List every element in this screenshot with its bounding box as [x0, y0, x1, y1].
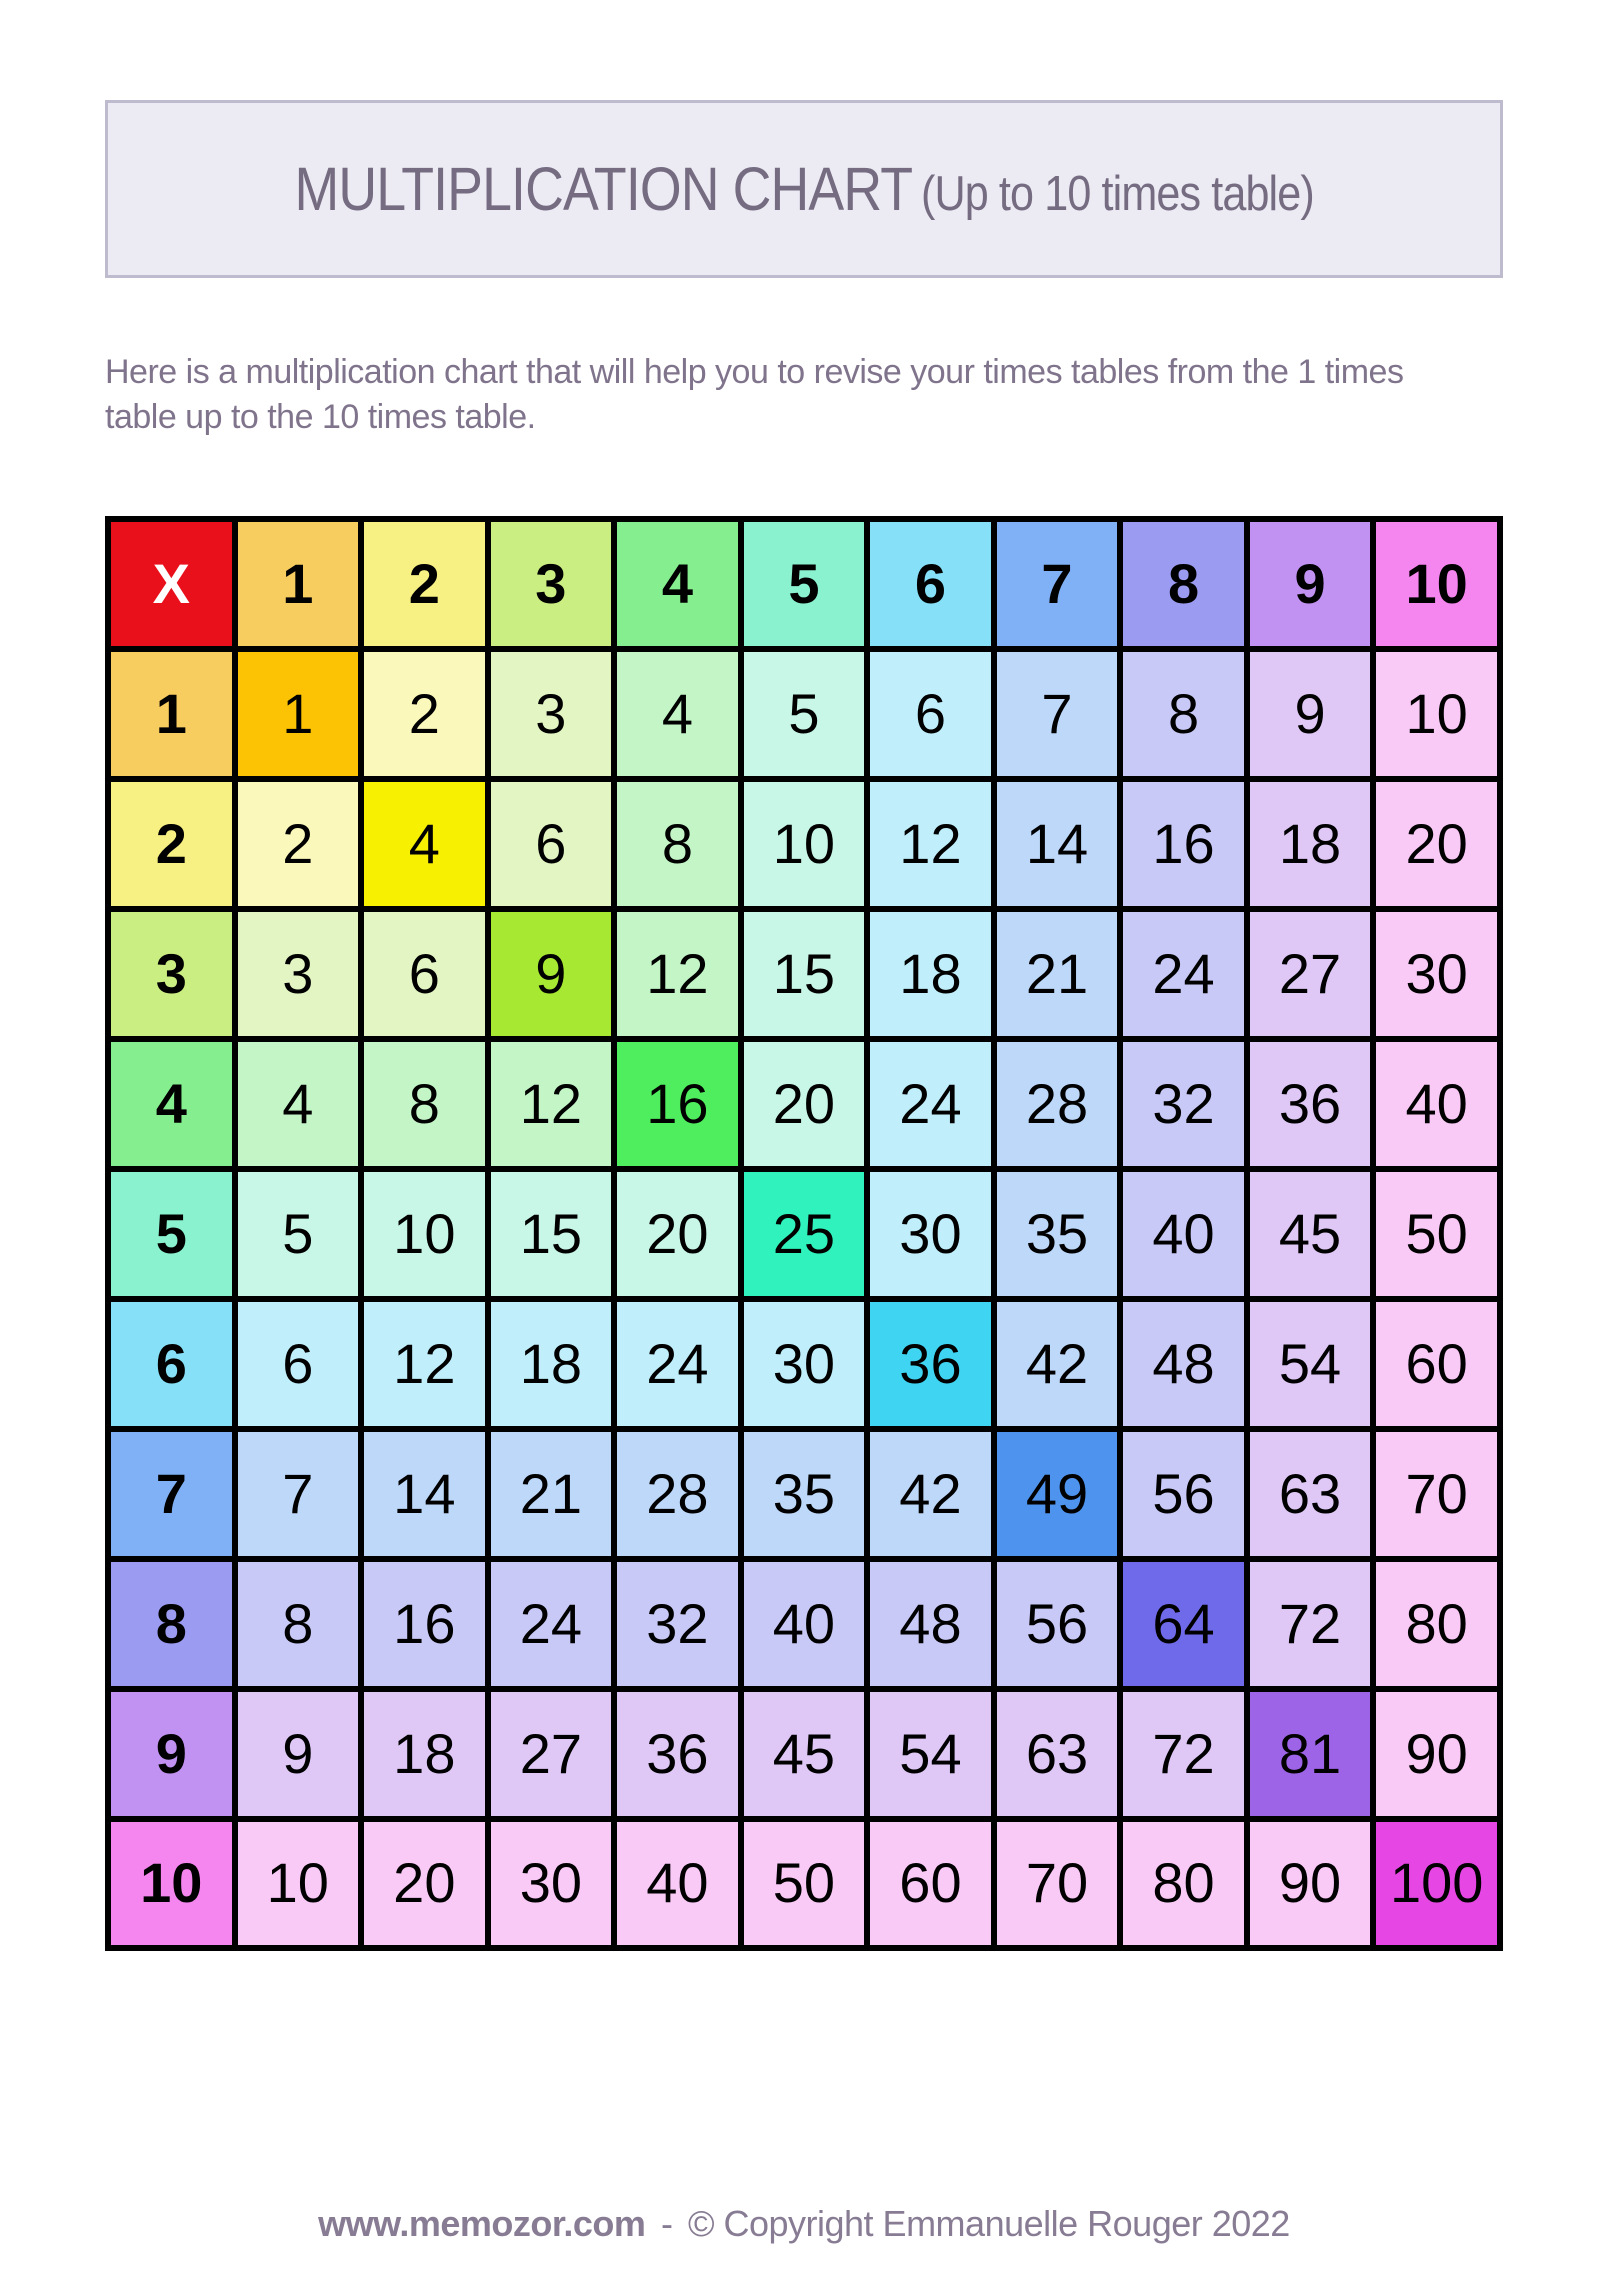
- cell-9x1: 9: [235, 1689, 362, 1819]
- row-header-10: 10: [108, 1819, 235, 1949]
- cell-3x10: 30: [1373, 909, 1500, 1039]
- multiplication-table: [105, 516, 1503, 1951]
- row-header-1: 1: [108, 649, 235, 779]
- footer-copyright: © Copyright Emmanuelle Rouger 2022: [687, 2203, 1290, 2245]
- cell-8x1: 8: [235, 1559, 362, 1689]
- cell-5x10: 50: [1373, 1169, 1500, 1299]
- cell-4x2: 8: [361, 1039, 488, 1169]
- cell-1x8: 8: [1120, 649, 1247, 779]
- cell-4x6: 24: [867, 1039, 994, 1169]
- cell-3x7: 21: [994, 909, 1121, 1039]
- table-row-2: [108, 779, 1500, 909]
- cell-3x2: 6: [361, 909, 488, 1039]
- cell-1x6: 6: [867, 649, 994, 779]
- content: [105, 0, 1503, 2287]
- cell-8x8: 64: [1120, 1559, 1247, 1689]
- cell-7x2: 14: [361, 1429, 488, 1559]
- cell-7x9: 63: [1247, 1429, 1374, 1559]
- header-row: [108, 519, 1500, 649]
- cell-6x8: 48: [1120, 1299, 1247, 1429]
- cell-2x2: 4: [361, 779, 488, 909]
- cell-6x10: 60: [1373, 1299, 1500, 1429]
- cell-6x1: 6: [235, 1299, 362, 1429]
- row-header-6: 6: [108, 1299, 235, 1429]
- cell-7x6: 42: [867, 1429, 994, 1559]
- col-header-9: 9: [1247, 519, 1374, 649]
- cell-7x1: 7: [235, 1429, 362, 1559]
- title-box: [105, 100, 1503, 278]
- corner-cell: X: [108, 519, 235, 649]
- cell-5x1: 5: [235, 1169, 362, 1299]
- cell-7x8: 56: [1120, 1429, 1247, 1559]
- cell-9x7: 63: [994, 1689, 1121, 1819]
- cell-10x7: 70: [994, 1819, 1121, 1949]
- row-header-9: 9: [108, 1689, 235, 1819]
- cell-1x2: 2: [361, 649, 488, 779]
- col-header-6: 6: [867, 519, 994, 649]
- cell-9x6: 54: [867, 1689, 994, 1819]
- cell-3x9: 27: [1247, 909, 1374, 1039]
- cell-10x9: 90: [1247, 1819, 1374, 1949]
- cell-5x4: 20: [614, 1169, 741, 1299]
- cell-4x1: 4: [235, 1039, 362, 1169]
- cell-7x7: 49: [994, 1429, 1121, 1559]
- cell-2x5: 10: [741, 779, 868, 909]
- cell-9x10: 90: [1373, 1689, 1500, 1819]
- cell-10x6: 60: [867, 1819, 994, 1949]
- table-row-1: [108, 649, 1500, 779]
- cell-2x6: 12: [867, 779, 994, 909]
- cell-2x10: 20: [1373, 779, 1500, 909]
- cell-10x2: 20: [361, 1819, 488, 1949]
- cell-4x9: 36: [1247, 1039, 1374, 1169]
- cell-10x5: 50: [741, 1819, 868, 1949]
- col-header-2: 2: [361, 519, 488, 649]
- cell-8x9: 72: [1247, 1559, 1374, 1689]
- table-row-5: [108, 1169, 1500, 1299]
- col-header-8: 8: [1120, 519, 1247, 649]
- cell-10x1: 10: [235, 1819, 362, 1949]
- col-header-1: 1: [235, 519, 362, 649]
- cell-4x8: 32: [1120, 1039, 1247, 1169]
- cell-2x1: 2: [235, 779, 362, 909]
- cell-5x2: 10: [361, 1169, 488, 1299]
- cell-4x3: 12: [488, 1039, 615, 1169]
- cell-10x8: 80: [1120, 1819, 1247, 1949]
- table-row-9: [108, 1689, 1500, 1819]
- cell-7x4: 28: [614, 1429, 741, 1559]
- footer-site-url: www.memozor.com: [318, 2203, 646, 2245]
- cell-1x3: 3: [488, 649, 615, 779]
- cell-5x7: 35: [994, 1169, 1121, 1299]
- cell-7x5: 35: [741, 1429, 868, 1559]
- row-header-7: 7: [108, 1429, 235, 1559]
- table-row-8: [108, 1559, 1500, 1689]
- row-header-5: 5: [108, 1169, 235, 1299]
- cell-3x5: 15: [741, 909, 868, 1039]
- col-header-5: 5: [741, 519, 868, 649]
- cell-3x8: 24: [1120, 909, 1247, 1039]
- description-text: Here is a multiplication chart that will help you to revise your times tables from the 1 times table up to the 10 times table.: [105, 353, 1404, 437]
- cell-4x4: 16: [614, 1039, 741, 1169]
- cell-8x3: 24: [488, 1559, 615, 1689]
- cell-4x5: 20: [741, 1039, 868, 1169]
- cell-3x1: 3: [235, 909, 362, 1039]
- cell-5x3: 15: [488, 1169, 615, 1299]
- cell-9x5: 45: [741, 1689, 868, 1819]
- cell-2x9: 18: [1247, 779, 1374, 909]
- cell-6x9: 54: [1247, 1299, 1374, 1429]
- cell-8x6: 48: [867, 1559, 994, 1689]
- row-header-4: 4: [108, 1039, 235, 1169]
- cell-1x4: 4: [614, 649, 741, 779]
- page-title: [294, 154, 1313, 224]
- cell-6x6: 36: [867, 1299, 994, 1429]
- table-row-4: [108, 1039, 1500, 1169]
- col-header-3: 3: [488, 519, 615, 649]
- cell-9x3: 27: [488, 1689, 615, 1819]
- footer: [105, 2203, 1503, 2287]
- row-header-8: 8: [108, 1559, 235, 1689]
- cell-8x7: 56: [994, 1559, 1121, 1689]
- cell-4x7: 28: [994, 1039, 1121, 1169]
- cell-6x2: 12: [361, 1299, 488, 1429]
- table-row-10: [108, 1819, 1500, 1949]
- cell-2x4: 8: [614, 779, 741, 909]
- cell-7x3: 21: [488, 1429, 615, 1559]
- cell-3x3: 9: [488, 909, 615, 1039]
- cell-10x3: 30: [488, 1819, 615, 1949]
- row-header-2: 2: [108, 779, 235, 909]
- cell-1x5: 5: [741, 649, 868, 779]
- cell-5x8: 40: [1120, 1169, 1247, 1299]
- cell-5x9: 45: [1247, 1169, 1374, 1299]
- cell-9x2: 18: [361, 1689, 488, 1819]
- row-header-3: 3: [108, 909, 235, 1039]
- table-row-7: [108, 1429, 1500, 1559]
- cell-10x10: 100: [1373, 1819, 1500, 1949]
- cell-1x7: 7: [994, 649, 1121, 779]
- cell-4x10: 40: [1373, 1039, 1500, 1169]
- cell-3x4: 12: [614, 909, 741, 1039]
- table-row-3: [108, 909, 1500, 1039]
- cell-2x7: 14: [994, 779, 1121, 909]
- title-sub: (Up to 10 times table): [920, 167, 1314, 221]
- cell-8x10: 80: [1373, 1559, 1500, 1689]
- cell-8x5: 40: [741, 1559, 868, 1689]
- col-header-4: 4: [614, 519, 741, 649]
- cell-8x2: 16: [361, 1559, 488, 1689]
- col-header-7: 7: [994, 519, 1121, 649]
- cell-3x6: 18: [867, 909, 994, 1039]
- cell-1x9: 9: [1247, 649, 1374, 779]
- cell-9x4: 36: [614, 1689, 741, 1819]
- cell-1x10: 10: [1373, 649, 1500, 779]
- col-header-10: 10: [1373, 519, 1500, 649]
- cell-6x4: 24: [614, 1299, 741, 1429]
- cell-10x4: 40: [614, 1819, 741, 1949]
- cell-6x7: 42: [994, 1299, 1121, 1429]
- cell-2x3: 6: [488, 779, 615, 909]
- cell-5x5: 25: [741, 1169, 868, 1299]
- table-row-6: [108, 1299, 1500, 1429]
- cell-5x6: 30: [867, 1169, 994, 1299]
- cell-8x4: 32: [614, 1559, 741, 1689]
- cell-9x9: 81: [1247, 1689, 1374, 1819]
- cell-2x8: 16: [1120, 779, 1247, 909]
- cell-6x5: 30: [741, 1299, 868, 1429]
- cell-1x1: 1: [235, 649, 362, 779]
- cell-7x10: 70: [1373, 1429, 1500, 1559]
- cell-6x3: 18: [488, 1299, 615, 1429]
- footer-separator: -: [660, 2203, 673, 2245]
- title-main: MULTIPLICATION CHART: [294, 155, 913, 223]
- cell-9x8: 72: [1120, 1689, 1247, 1819]
